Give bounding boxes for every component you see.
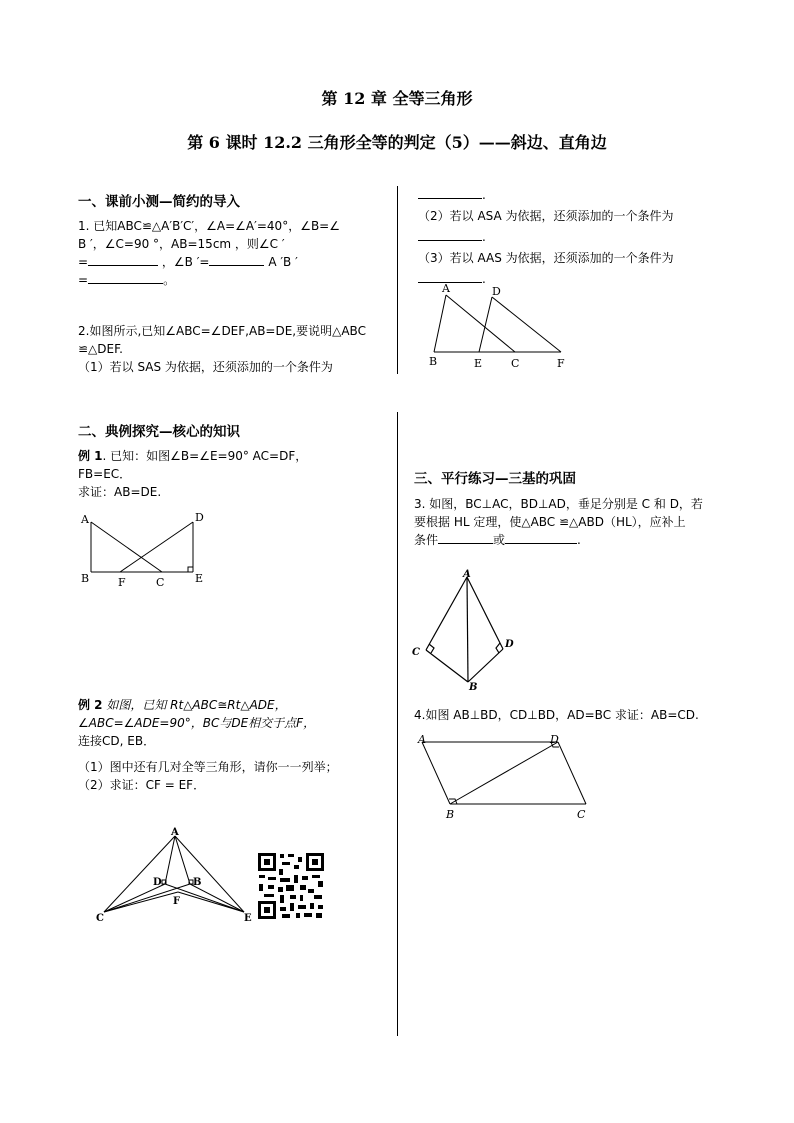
q2-3-end: . bbox=[482, 272, 486, 286]
question-2 bbox=[78, 322, 378, 376]
figure-question-4 bbox=[412, 730, 596, 824]
q3-line-3c: . bbox=[577, 533, 581, 547]
label-C: C bbox=[511, 357, 520, 370]
answer-blank[interactable] bbox=[418, 186, 482, 199]
ex2-question-2: （2）求证：CF = EF． bbox=[78, 778, 206, 792]
q2-line-1: 2.如图所示,已知∠ABC=∠DEF,AB=DE,要说明△ABC bbox=[78, 324, 366, 338]
ex1-label: 例 1 bbox=[78, 449, 103, 463]
label-A: A bbox=[418, 733, 426, 746]
figure-question-3 bbox=[408, 566, 520, 694]
question-1 bbox=[78, 217, 378, 289]
example-2 bbox=[78, 696, 378, 794]
q1-line-1: 1. 已知ABC≌△A′B′C′，∠A=∠A′=40°，∠B=∠ bbox=[78, 219, 340, 233]
q3-line-3a: 条件 bbox=[414, 533, 439, 547]
ex1-line-3: 求证：AB=DE. bbox=[78, 485, 162, 499]
q1-line-4 bbox=[78, 271, 378, 289]
answer-blank[interactable] bbox=[88, 253, 158, 266]
label-A: A bbox=[171, 827, 179, 838]
label-D: D bbox=[153, 877, 162, 888]
q1-line-2: B ′，∠C=90 °，AB=15cm ，则∠C ′ bbox=[78, 237, 285, 251]
label-B: B bbox=[193, 877, 202, 888]
question-4: 4.如图 AB⊥BD，CD⊥BD，AD=BC 求证：AB=CD. bbox=[414, 708, 699, 722]
label-D: D bbox=[195, 511, 204, 524]
label-F: F bbox=[173, 896, 181, 907]
q2-line-3: （1）若以 SAS 为依据，还须添加的一个条件为 bbox=[78, 360, 333, 374]
qr-code[interactable] bbox=[256, 851, 326, 921]
q1-line-3a: = bbox=[78, 255, 89, 269]
q2-line-5: （3）若以 AAS 为依据，还须添加的一个条件为 bbox=[418, 251, 674, 265]
label-E: E bbox=[474, 357, 483, 370]
q3-line-2: 要根据 HL 定理，使△ABC ≌△ABD（HL），应补上 bbox=[414, 515, 686, 529]
example-1 bbox=[78, 447, 378, 501]
label-A: A bbox=[463, 569, 471, 580]
column-divider-top bbox=[397, 186, 398, 374]
label-C: C bbox=[412, 647, 420, 658]
section-2-heading: 二、典例探究—核心的知识 bbox=[78, 424, 240, 440]
ex2-line-1 bbox=[78, 696, 378, 714]
q1-line-3c: A ′B ′ bbox=[268, 255, 298, 269]
answer-blank[interactable] bbox=[418, 228, 482, 241]
page-subtitle: 第 6 课时 12.2 三角形全等的判定（5）——斜边、直角边 bbox=[187, 133, 607, 152]
answer-blank[interactable] bbox=[505, 531, 577, 544]
question-2-continued bbox=[418, 186, 728, 288]
q1-line-4a: = bbox=[78, 273, 89, 287]
label-F: F bbox=[557, 357, 565, 370]
label-B: B bbox=[469, 682, 478, 693]
ex1-line-2: FB=EC． bbox=[78, 467, 132, 481]
label-B: B bbox=[429, 355, 438, 368]
ex2-label: 例 2 bbox=[78, 698, 103, 712]
q2-2-answer bbox=[418, 228, 728, 246]
q1-line-3b: ，∠B ′= bbox=[161, 255, 210, 269]
figure-example-1 bbox=[76, 508, 210, 592]
q2-1-end: . bbox=[482, 188, 486, 202]
label-F: F bbox=[118, 576, 126, 589]
label-C: C bbox=[96, 913, 104, 924]
ex1-text: . 已知：如图∠B=∠E=90° AC=DF， bbox=[102, 449, 308, 463]
answer-blank[interactable] bbox=[88, 271, 163, 284]
label-A: A bbox=[442, 282, 450, 295]
ex1-line-1 bbox=[78, 447, 378, 465]
column-divider-bottom bbox=[397, 412, 398, 1036]
page-title: 第 12 章 全等三角形 bbox=[321, 89, 473, 108]
q3-line-3b: 或 bbox=[493, 533, 506, 547]
label-C: C bbox=[156, 576, 165, 589]
ex2-question-1: （1）图中还有几对全等三角形，请你一一列举； bbox=[78, 760, 338, 774]
section-3-heading: 三、平行练习—三基的巩固 bbox=[414, 471, 576, 487]
label-D: D bbox=[505, 639, 514, 650]
question-3 bbox=[414, 495, 734, 549]
q3-line-3 bbox=[414, 531, 734, 549]
label-B: B bbox=[81, 572, 90, 585]
q2-1-answer bbox=[418, 186, 728, 204]
label-E: E bbox=[244, 913, 252, 924]
q2-line-4: （2）若以 ASA 为依据，还须添加的一个条件为 bbox=[418, 209, 674, 223]
answer-blank[interactable] bbox=[438, 531, 493, 544]
q2-2-end: . bbox=[482, 230, 486, 244]
label-A: A bbox=[81, 513, 89, 526]
q3-line-1: 3. 如图，BC⊥AC，BD⊥AD，垂足分别是 C 和 D，若 bbox=[414, 497, 703, 511]
ex2-line-3: 连接CD, EB． bbox=[78, 734, 156, 748]
q2-line-2: ≌△DEF. bbox=[78, 342, 123, 356]
q1-line-4b: 。 bbox=[163, 273, 176, 287]
label-C: C bbox=[577, 808, 586, 821]
ex2-text: 如图，已知 Rt△ABC≅Rt△ADE， bbox=[102, 698, 287, 712]
figure-example-2 bbox=[92, 824, 262, 924]
label-B: B bbox=[446, 808, 455, 821]
figure-question-2 bbox=[424, 280, 574, 372]
answer-blank[interactable] bbox=[209, 253, 264, 266]
label-D: D bbox=[550, 733, 559, 746]
ex2-line-2: ∠ABC=∠ADE=90°，BC与DE相交于点F， bbox=[78, 716, 316, 730]
label-D: D bbox=[492, 285, 501, 298]
q1-line-3 bbox=[78, 253, 378, 271]
section-1-heading: 一、课前小测—简约的导入 bbox=[78, 194, 240, 210]
label-E: E bbox=[195, 572, 204, 585]
